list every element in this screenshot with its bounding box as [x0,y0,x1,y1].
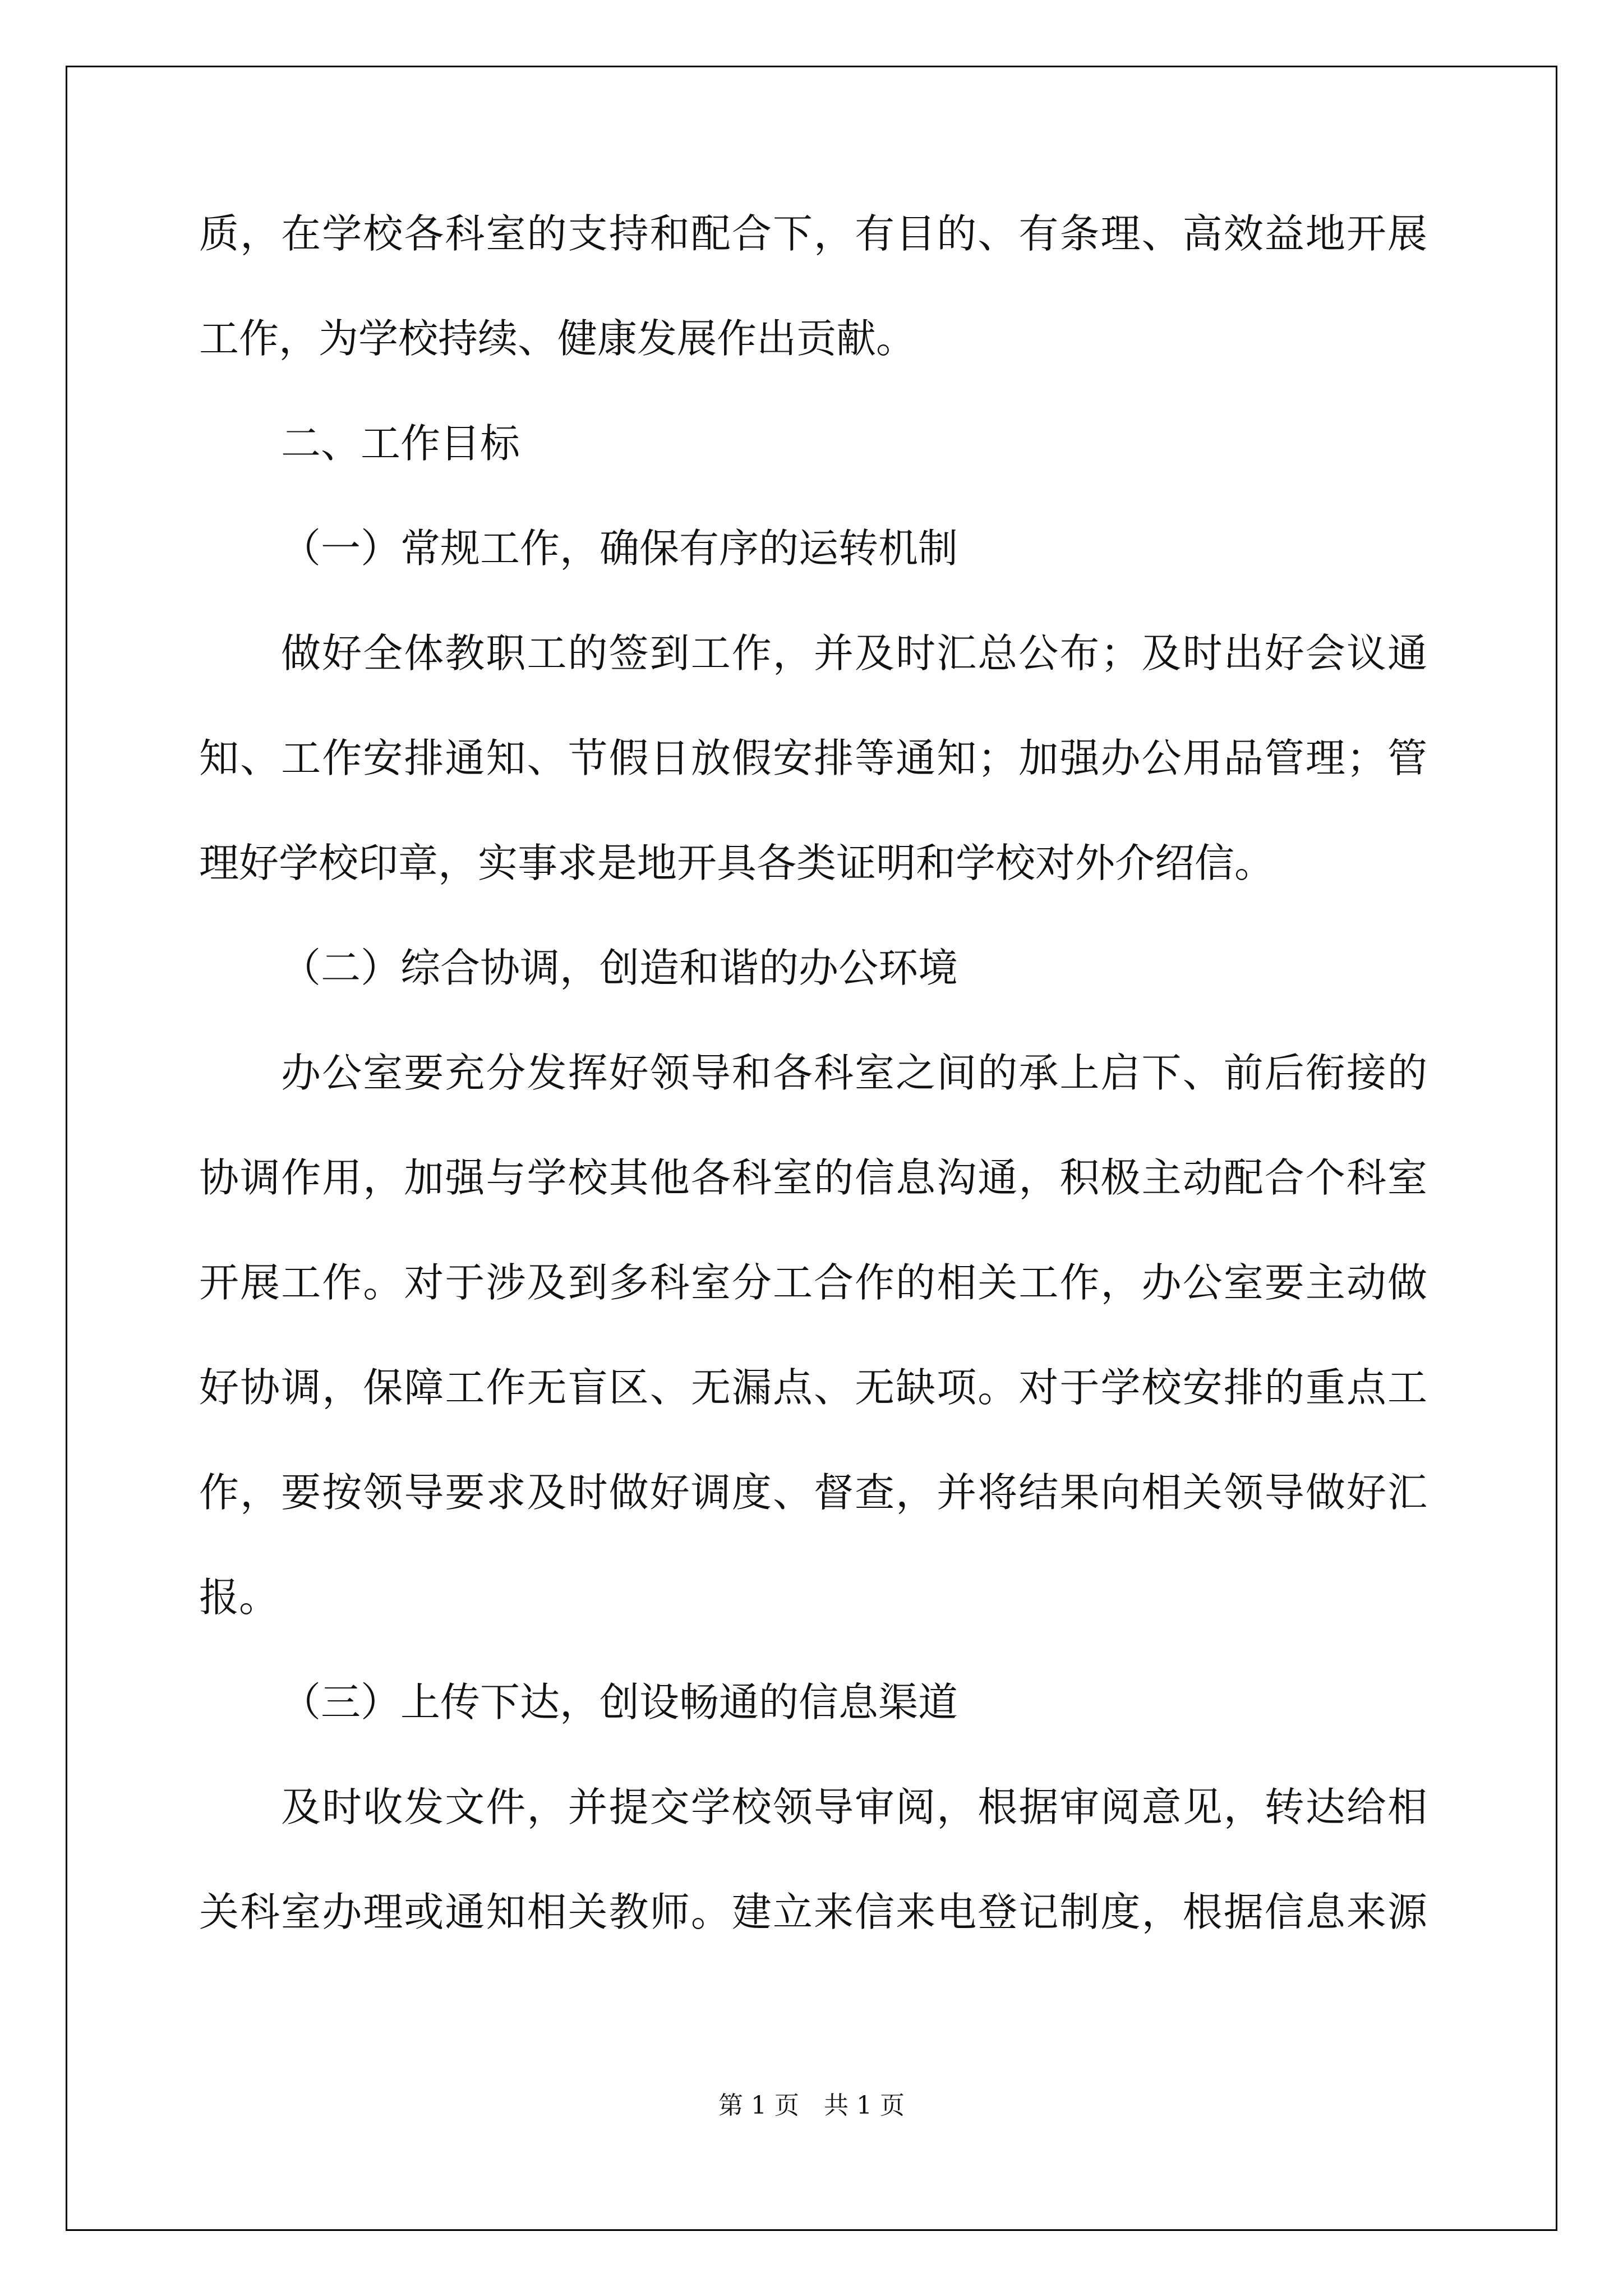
paragraph-line: 质，在学校各科室的支持和配合下，有目的、有条理、高效益地开展 [199,210,1427,257]
paragraph-line: 协调作用，加强与学校其他各科室的信息沟通，积极主动配合个科室 [199,1154,1427,1201]
paragraph-line: 作，要按领导要求及时做好调度、督查，并将结果向相关领导做好汇 [199,1469,1427,1516]
paragraph-line: 做好全体教职工的签到工作，并及时汇总公布；及时出好会议通 [281,630,1427,677]
paragraph-line: 好协调，保障工作无盲区、无漏点、无缺项。对于学校安排的重点工 [199,1364,1427,1411]
subsection-heading: （三）上传下达，创设畅通的信息渠道 [281,1679,958,1726]
subsection-heading: （二）综合协调，创造和谐的办公环境 [281,945,958,991]
paragraph-line: 报。 [199,1574,279,1621]
page-number-footer: 第 1 页 共 1 页 [718,2091,905,2120]
paragraph-line: 知、工作安排通知、节假日放假安排等通知；加强办公用品管理；管 [199,735,1427,781]
paragraph-line: 工作，为学校持续、健康发展作出贡献。 [199,315,916,362]
paragraph-line: 办公室要充分发挥好领导和各科室之间的承上启下、前后衔接的 [281,1050,1427,1096]
subsection-heading: （一）常规工作，确保有序的运转机制 [281,525,958,572]
paragraph-line: 关科室办理或通知相关教师。建立来信来电登记制度，根据信息来源 [199,1889,1427,1935]
paragraph-line: 开展工作。对于涉及到多科室分工合作的相关工作，办公室要主动做 [199,1259,1427,1306]
paragraph-line: 及时收发文件，并提交学校领导审阅，根据审阅意见，转达给相 [281,1784,1427,1830]
paragraph-line: 理好学校印章，实事求是地开具各类证明和学校对外介绍信。 [199,840,1275,886]
section-heading: 二、工作目标 [281,420,520,467]
